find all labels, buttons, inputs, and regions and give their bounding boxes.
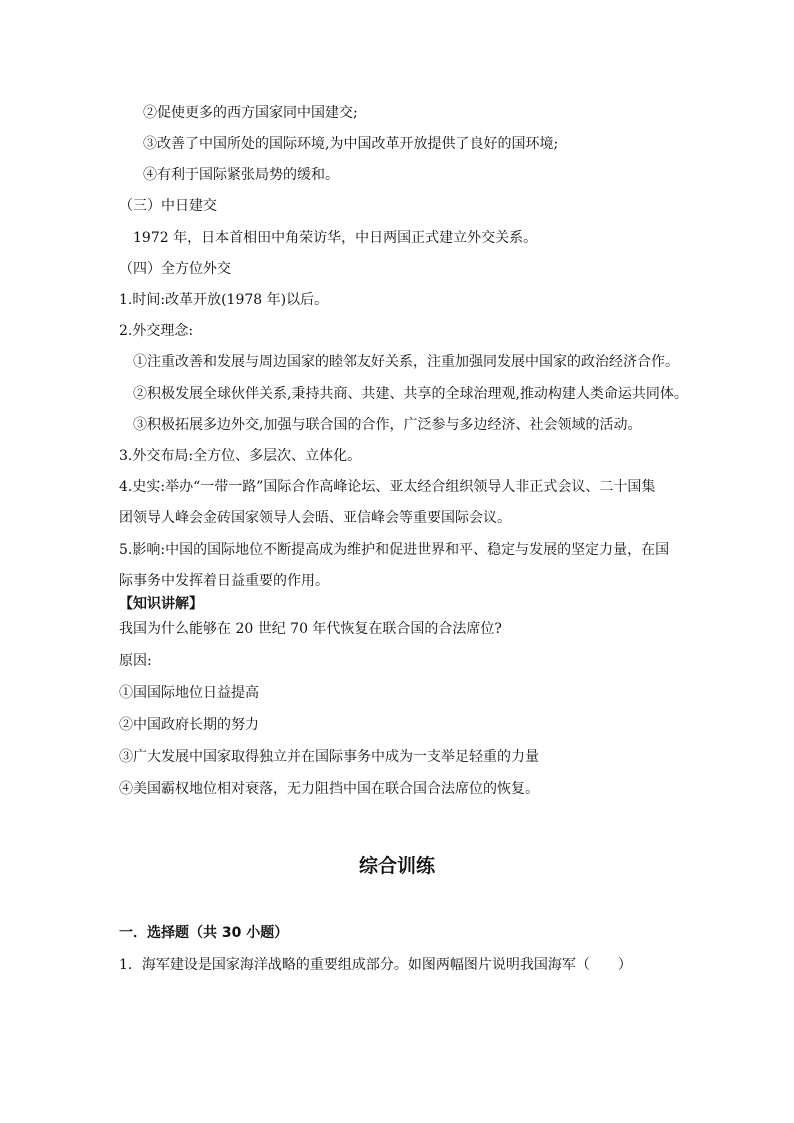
knowledge-reason-label: 原因: <box>119 653 152 669</box>
effect-item-4: ④有利于国际紧张局势的缓和。 <box>143 167 339 183</box>
choice-section-heading: 一．选择题（共 30 小题） <box>119 925 289 941</box>
knowledge-reason-1: ①国国际地位日益提高 <box>119 685 259 701</box>
training-title: 综合训练 <box>358 855 435 877</box>
knowledge-reason-3: ③广大发展中国家取得独立并在国际事务中成为一支举足轻重的力量 <box>119 749 539 765</box>
knowledge-heading: 【知识讲解】 <box>119 596 203 612</box>
sino-japan-heading: （三）中日建交 <box>119 198 217 214</box>
omni-concept-3: ③积极拓展多边外交,加强与联合国的合作，广泛参与多边经济、社会领域的活动。 <box>133 417 642 433</box>
omni-concept-2: ②积极发展全球伙伴关系,秉持共商、共建、共享的全球治理观,推动构建人类命运共同体。 <box>133 386 688 402</box>
question-1: 1．海军建设是国家海洋战略的重要组成部分。如图两幅图片说明我国海军（ ） <box>119 957 632 973</box>
omni-impact-line-2: 际事务中发挥着日益重要的作用。 <box>119 573 329 589</box>
omni-layout: 3.外交布局:全方位、多层次、立体化。 <box>119 448 362 464</box>
effect-item-2: ②促使更多的西方国家同中国建交; <box>143 105 358 121</box>
knowledge-reason-4: ④美国霸权地位相对衰落，无力阻挡中国在联合国合法席位的恢复。 <box>119 781 539 797</box>
omni-concept-1: ①注重改善和发展与周边国家的睦邻友好关系，注重加强同发展中国家的政治经济合作。 <box>133 354 679 370</box>
omni-time: 1.时间:改革开放(1978 年)以后。 <box>119 292 329 308</box>
omni-diplomacy-heading: （四）全方位外交 <box>119 261 231 277</box>
omni-impact-line-1: 5.影响:中国的国际地位不断提高成为维护和促进世界和平、稳定与发展的坚定力量，在国 <box>119 542 670 558</box>
sino-japan-text: 1972 年，日本首相田中角荣访华，中日两国正式建立外交关系。 <box>133 230 538 246</box>
knowledge-question: 我国为什么能够在 20 世纪 70 年代恢复在联合国的合法席位? <box>119 621 502 637</box>
omni-concept-heading: 2.外交理念: <box>119 323 194 339</box>
knowledge-reason-2: ②中国政府长期的努力 <box>119 717 259 733</box>
omni-facts-line-2: 团领导人峰会金砖国家领导人会晤、亚信峰会等重要国际会议。 <box>119 510 511 526</box>
effect-item-3: ③改善了中国所处的国际环境,为中国改革开放提供了良好的国环境; <box>143 136 559 152</box>
omni-facts-line-1: 4.史实:举办“一带一路”国际合作高峰论坛、亚太经合组织领导人非正式会议、二十国集 <box>119 479 656 495</box>
